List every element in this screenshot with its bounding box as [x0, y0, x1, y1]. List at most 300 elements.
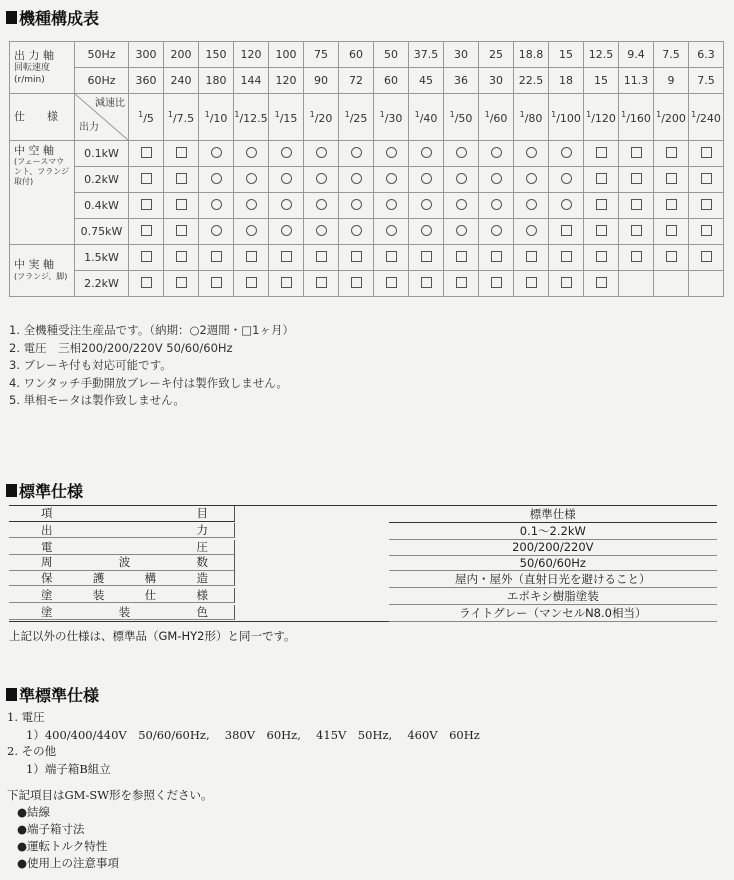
availability-cell	[374, 219, 409, 245]
solid-shaft-label-cell	[10, 245, 75, 297]
availability-cell	[339, 193, 374, 219]
power-value: 2.2kW	[84, 276, 119, 290]
availability-cell	[514, 141, 549, 167]
square-mark-icon	[421, 277, 432, 288]
availability-cell	[584, 271, 619, 297]
availability-cell	[619, 141, 654, 167]
availability-cell	[339, 141, 374, 167]
availability-cell	[234, 271, 269, 297]
availability-cell	[654, 219, 689, 245]
section-marker	[6, 11, 17, 24]
square-mark-icon	[246, 251, 257, 262]
solid-sub: (フランジ、脚)	[14, 271, 68, 281]
power-cell	[75, 141, 129, 167]
spec-header-value: 標準仕様	[389, 506, 717, 523]
semi-item-2-detail: 1）端子箱B組立	[26, 762, 111, 776]
square-mark-icon	[176, 147, 187, 158]
square-mark-icon	[631, 147, 642, 158]
power-row	[10, 245, 724, 271]
circle-mark-icon	[456, 173, 467, 184]
circle-mark-icon	[386, 199, 397, 210]
square-mark-icon	[176, 199, 187, 210]
hz50-cell	[75, 42, 129, 68]
availability-cell	[444, 271, 479, 297]
circle-mark-icon	[561, 199, 572, 210]
spec-key-cell	[9, 605, 235, 621]
spec-key-cell	[9, 523, 235, 539]
square-mark-icon	[631, 225, 642, 236]
speed-60-cell: 240	[164, 68, 199, 94]
availability-cell	[654, 271, 689, 297]
square-mark-icon	[141, 225, 152, 236]
availability-cell	[304, 193, 339, 219]
power-cell	[75, 219, 129, 245]
circle-mark-icon	[526, 199, 537, 210]
ratio-value: $^1$/50	[449, 110, 473, 125]
config-section-title	[6, 6, 99, 29]
square-mark-icon	[561, 225, 572, 236]
availability-cell	[479, 141, 514, 167]
speed-unit: (r/min)	[14, 74, 45, 85]
spec-key-char: 電	[41, 539, 53, 554]
spec-row	[9, 540, 717, 556]
availability-cell	[584, 193, 619, 219]
speed-50-cell: 50	[374, 42, 409, 68]
spec-key-char: 目	[196, 506, 208, 521]
circle-mark-icon	[561, 147, 572, 158]
config-notes	[9, 322, 294, 410]
circle-mark-icon	[211, 225, 222, 236]
availability-cell	[409, 167, 444, 193]
ratio-cell	[339, 94, 374, 141]
availability-cell	[269, 271, 304, 297]
square-mark-icon	[456, 277, 467, 288]
standard-spec-table	[9, 505, 717, 622]
speed-60-cell: 180	[199, 68, 234, 94]
bullet-item: ●使用上の注意事項	[17, 856, 120, 870]
square-mark-icon	[596, 199, 607, 210]
availability-cell	[409, 141, 444, 167]
availability-cell	[444, 219, 479, 245]
speed-60-cell: 90	[304, 68, 339, 94]
availability-cell	[654, 167, 689, 193]
availability-cell	[199, 141, 234, 167]
speed-label: 出 力 軸	[14, 48, 54, 62]
spec-value: エポキシ樹脂塗装	[389, 588, 717, 605]
ratio-value: $^1$/25	[344, 110, 368, 125]
square-mark-icon	[176, 225, 187, 236]
availability-cell	[689, 193, 724, 219]
spec-key-char: 仕	[144, 587, 157, 602]
availability-cell	[304, 167, 339, 193]
ratio-cell	[129, 94, 164, 141]
availability-cell	[339, 271, 374, 297]
circle-mark-icon	[456, 225, 467, 236]
power-cell	[75, 193, 129, 219]
circle-mark-icon	[281, 199, 292, 210]
circle-mark-icon	[281, 225, 292, 236]
square-mark-icon	[701, 147, 712, 158]
ratio-cell	[269, 94, 304, 141]
availability-cell	[654, 245, 689, 271]
square-mark-icon	[701, 225, 712, 236]
hz60-cell	[75, 68, 129, 94]
circle-mark-icon	[386, 173, 397, 184]
availability-cell	[129, 193, 164, 219]
availability-cell	[514, 167, 549, 193]
speed-60-cell: 72	[339, 68, 374, 94]
availability-cell	[689, 271, 724, 297]
hollow-sub: (フェースマウント、フランジ取付)	[14, 157, 70, 186]
circle-mark-icon	[386, 225, 397, 236]
spec-note: 上記以外の仕様は、標準品（GM-HY2形）と同一です。	[9, 629, 296, 643]
ratio-value: $^1$/7.5	[167, 110, 195, 125]
availability-cell	[199, 271, 234, 297]
spec-key-char: 様	[196, 587, 208, 602]
ratio-value: $^1$/30	[379, 110, 403, 125]
circle-mark-icon	[526, 225, 537, 236]
ratio-cell	[549, 94, 584, 141]
square-mark-icon	[211, 251, 222, 262]
square-mark-icon	[351, 251, 362, 262]
speed-50-cell: 6.3	[689, 42, 724, 68]
availability-cell	[234, 245, 269, 271]
square-mark-icon	[141, 251, 152, 262]
model-config-table	[9, 41, 724, 297]
square-mark-icon	[316, 277, 327, 288]
spec-value: 50/60/60Hz	[389, 555, 717, 571]
availability-cell	[374, 141, 409, 167]
hz60-label: 60Hz	[87, 73, 116, 87]
circle-mark-icon	[316, 225, 327, 236]
speed-60-cell: 11.3	[619, 68, 654, 94]
availability-cell	[619, 219, 654, 245]
square-mark-icon	[701, 199, 712, 210]
hollow-shaft-label-cell	[10, 141, 75, 245]
square-mark-icon	[281, 251, 292, 262]
spec-label-cell	[10, 94, 75, 141]
availability-cell	[304, 141, 339, 167]
availability-cell	[339, 219, 374, 245]
speed-50-cell: 15	[549, 42, 584, 68]
power-cell	[75, 245, 129, 271]
ratio-value: $^1$/12.5	[234, 110, 268, 125]
semi-reference: 下記項目はGM-SW形を参照ください。	[7, 788, 213, 802]
availability-cell	[549, 167, 584, 193]
availability-cell	[409, 245, 444, 271]
availability-cell	[689, 219, 724, 245]
hz50-label: 50Hz	[87, 47, 116, 61]
ratio-cell	[479, 94, 514, 141]
availability-cell	[339, 167, 374, 193]
square-mark-icon	[141, 199, 152, 210]
speed-50-cell: 30	[444, 42, 479, 68]
speed-60-cell: 22.5	[514, 68, 549, 94]
speed-60-cell: 15	[584, 68, 619, 94]
availability-cell	[129, 141, 164, 167]
square-mark-icon	[666, 147, 677, 158]
speed-60-cell: 36	[444, 68, 479, 94]
availability-cell	[514, 219, 549, 245]
circle-mark-icon	[491, 173, 502, 184]
power-row	[10, 141, 724, 167]
note-2: 2. 電圧 三相200/200/220V 50/60/60Hz	[9, 340, 233, 355]
availability-cell	[269, 167, 304, 193]
square-mark-icon	[526, 251, 537, 262]
speed-50-cell: 18.8	[514, 42, 549, 68]
spec-key-cell	[9, 555, 235, 571]
spec-row	[9, 571, 717, 588]
square-mark-icon	[351, 277, 362, 288]
availability-cell	[479, 271, 514, 297]
spec-key-char: 圧	[196, 539, 208, 554]
power-value: 1.5kW	[84, 250, 119, 264]
square-mark-icon	[701, 173, 712, 184]
availability-cell	[479, 193, 514, 219]
speed-60-cell: 144	[234, 68, 269, 94]
spec-key-char: 装	[92, 587, 105, 602]
semi-section-title	[6, 683, 99, 706]
speed-50-cell: 200	[164, 42, 199, 68]
output-label: 出力	[79, 122, 99, 133]
availability-cell	[479, 167, 514, 193]
solid-label: 中 実 軸	[14, 257, 54, 271]
bullet-item: ●端子箱寸法	[17, 822, 85, 836]
ratio-cell	[514, 94, 549, 141]
availability-cell	[409, 219, 444, 245]
ratio-cell	[444, 94, 479, 141]
circle-mark-icon	[421, 173, 432, 184]
ratio-cell	[619, 94, 654, 141]
square-mark-icon	[561, 277, 572, 288]
circle-mark-icon	[281, 147, 292, 158]
ratio-value: $^1$/160	[621, 110, 651, 125]
spec-key-char: 塗	[41, 587, 53, 602]
bullet-item: ●結線	[17, 805, 51, 819]
availability-cell	[444, 141, 479, 167]
power-value: 0.1kW	[84, 146, 119, 160]
ratio-cell	[304, 94, 339, 141]
availability-cell	[479, 219, 514, 245]
circle-mark-icon	[316, 199, 327, 210]
availability-cell	[584, 219, 619, 245]
config-title-text: 機種構成表	[19, 9, 100, 28]
availability-cell	[444, 245, 479, 271]
square-mark-icon	[421, 251, 432, 262]
circle-mark-icon	[246, 199, 257, 210]
square-mark-icon	[596, 225, 607, 236]
semi-item-1: 1. 電圧	[7, 710, 45, 724]
availability-cell	[619, 245, 654, 271]
availability-cell	[234, 141, 269, 167]
square-mark-icon	[666, 251, 677, 262]
availability-cell	[479, 245, 514, 271]
ratio-cell	[234, 94, 269, 141]
ratio-cell	[654, 94, 689, 141]
power-cell	[75, 271, 129, 297]
availability-cell	[269, 141, 304, 167]
speed-60-cell: 7.5	[689, 68, 724, 94]
power-value: 0.2kW	[84, 172, 119, 186]
availability-cell	[339, 245, 374, 271]
square-mark-icon	[666, 225, 677, 236]
availability-cell	[374, 167, 409, 193]
speed-label-cell	[10, 42, 75, 94]
availability-cell	[199, 219, 234, 245]
square-mark-icon	[631, 173, 642, 184]
speed-50-cell: 300	[129, 42, 164, 68]
availability-cell	[689, 141, 724, 167]
circle-mark-icon	[421, 147, 432, 158]
circle-mark-icon	[281, 173, 292, 184]
availability-cell	[584, 167, 619, 193]
spec-key-cell	[9, 571, 235, 587]
speed-50-cell: 37.5	[409, 42, 444, 68]
circle-mark-icon	[351, 147, 362, 158]
speed-label2: 回転速度	[14, 62, 51, 73]
spec-row	[9, 605, 717, 622]
spec-key-char: 項	[41, 506, 53, 521]
square-mark-icon	[561, 251, 572, 262]
availability-cell	[549, 193, 584, 219]
speed-50-cell: 60	[339, 42, 374, 68]
ratio-cell	[689, 94, 724, 141]
availability-cell	[164, 245, 199, 271]
square-mark-icon	[456, 251, 467, 262]
circle-mark-icon	[491, 225, 502, 236]
availability-cell	[549, 245, 584, 271]
square-mark-icon	[596, 147, 607, 158]
power-row	[10, 193, 724, 219]
circle-mark-icon	[211, 199, 222, 210]
square-mark-icon	[281, 277, 292, 288]
circle-mark-icon	[351, 173, 362, 184]
spec-row	[9, 523, 717, 540]
square-mark-icon	[386, 251, 397, 262]
ratio-cell	[409, 94, 444, 141]
spec-key-char: 造	[196, 570, 208, 585]
availability-cell	[409, 193, 444, 219]
availability-cell	[164, 141, 199, 167]
square-mark-icon	[141, 277, 152, 288]
circle-mark-icon	[316, 147, 327, 158]
spec-key-char: 護	[92, 570, 105, 585]
availability-cell	[514, 193, 549, 219]
speed-50-cell: 25	[479, 42, 514, 68]
circle-mark-icon	[491, 199, 502, 210]
availability-cell	[549, 219, 584, 245]
availability-cell	[199, 245, 234, 271]
spec-value: 0.1～2.2kW	[389, 523, 717, 540]
spec-key-char: 塗	[41, 604, 53, 619]
availability-cell	[199, 193, 234, 219]
availability-cell	[164, 219, 199, 245]
availability-cell	[619, 167, 654, 193]
ratio-value: $^1$/40	[414, 110, 438, 125]
ratio-cell	[584, 94, 619, 141]
note-3: 3. ブレーキ付も対応可能です。	[9, 358, 172, 372]
note-1: 1. 全機種受注生産品です。（納期：○2週間・□1ヶ月）	[9, 323, 294, 337]
availability-cell	[514, 245, 549, 271]
availability-cell	[584, 141, 619, 167]
spec-label: 仕 様	[14, 110, 58, 123]
circle-mark-icon	[421, 225, 432, 236]
square-mark-icon	[596, 251, 607, 262]
availability-cell	[619, 271, 654, 297]
speed-60-cell: 9	[654, 68, 689, 94]
square-mark-icon	[176, 277, 187, 288]
section-marker	[6, 484, 17, 497]
square-mark-icon	[141, 147, 152, 158]
circle-mark-icon	[351, 199, 362, 210]
availability-cell	[549, 271, 584, 297]
ratio-cell	[164, 94, 199, 141]
availability-cell	[374, 245, 409, 271]
ratio-value: $^1$/120	[586, 110, 616, 125]
speed-60hz-row	[10, 68, 724, 94]
ratio-value: $^1$/80	[519, 110, 543, 125]
circle-mark-icon	[526, 147, 537, 158]
availability-cell	[654, 141, 689, 167]
availability-cell	[234, 167, 269, 193]
availability-cell	[689, 245, 724, 271]
availability-cell	[269, 245, 304, 271]
ratio-output-header	[75, 94, 129, 141]
power-row	[10, 219, 724, 245]
square-mark-icon	[211, 277, 222, 288]
circle-mark-icon	[421, 199, 432, 210]
spec-value: 200/200/220V	[389, 540, 717, 556]
spec-value: 屋内・屋外（直射日光を避けること）	[389, 571, 717, 588]
standard-title-text: 標準仕様	[19, 482, 84, 501]
circle-mark-icon	[246, 173, 257, 184]
availability-cell	[129, 167, 164, 193]
circle-mark-icon	[211, 173, 222, 184]
spec-key-cell	[9, 588, 235, 604]
square-mark-icon	[666, 199, 677, 210]
availability-cell	[199, 167, 234, 193]
availability-cell	[234, 219, 269, 245]
availability-cell	[164, 271, 199, 297]
circle-mark-icon	[211, 147, 222, 158]
bullet-item: ●運転トルク特性	[17, 839, 108, 853]
square-mark-icon	[596, 277, 607, 288]
availability-cell	[374, 271, 409, 297]
circle-mark-icon	[526, 173, 537, 184]
square-mark-icon	[246, 277, 257, 288]
ratio-cell	[199, 94, 234, 141]
square-mark-icon	[176, 251, 187, 262]
circle-mark-icon	[561, 173, 572, 184]
square-mark-icon	[526, 277, 537, 288]
circle-mark-icon	[491, 147, 502, 158]
circle-mark-icon	[386, 147, 397, 158]
availability-cell	[619, 193, 654, 219]
ratio-value: $^1$/15	[274, 110, 298, 125]
speed-50-cell: 12.5	[584, 42, 619, 68]
availability-cell	[304, 271, 339, 297]
availability-cell	[304, 245, 339, 271]
ratio-value: $^1$/20	[309, 110, 333, 125]
speed-60-cell: 360	[129, 68, 164, 94]
square-mark-icon	[631, 251, 642, 262]
ratio-cell	[374, 94, 409, 141]
availability-cell	[129, 245, 164, 271]
spec-row	[9, 555, 717, 571]
availability-cell	[549, 141, 584, 167]
speed-60-cell: 18	[549, 68, 584, 94]
square-mark-icon	[491, 277, 502, 288]
